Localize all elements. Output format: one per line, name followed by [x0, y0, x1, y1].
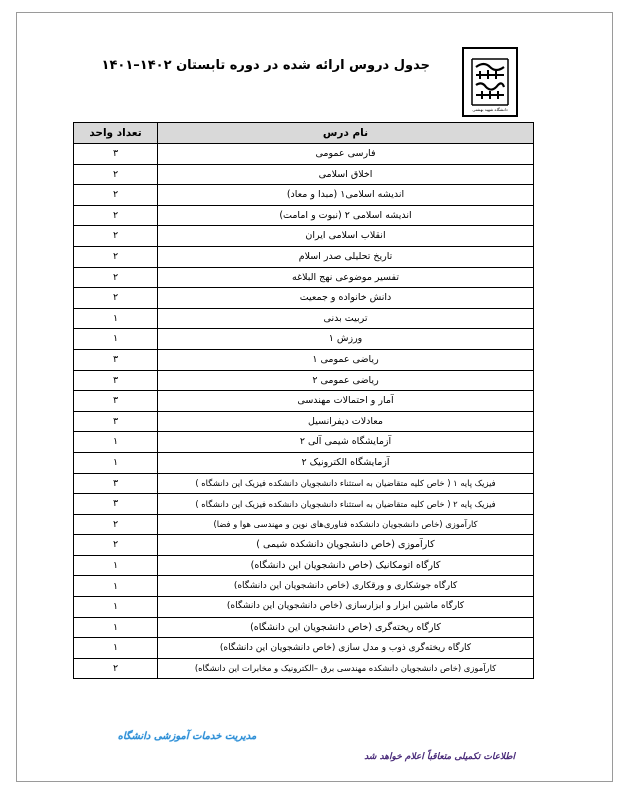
course-name-cell: کارگاه ماشین ابزار و ابزارسازی (خاص دانشجویان این دانشگاه): [158, 597, 534, 618]
table-row: [74, 597, 534, 618]
course-units-cell: ۱: [74, 329, 158, 350]
table-row: [74, 452, 534, 473]
table-row: [74, 226, 534, 247]
course-units-cell: ۳: [74, 411, 158, 432]
course-units-cell: ۲: [74, 164, 158, 185]
course-name-cell: آمار و احتمالات مهندسی: [158, 391, 534, 412]
course-units-cell: ۳: [74, 349, 158, 370]
table-row: [74, 473, 534, 494]
course-units-cell: ۳: [74, 494, 158, 515]
university-logo: [462, 47, 518, 117]
course-units-cell: ۲: [74, 185, 158, 206]
course-name-cell: کارآموزی (خاص دانشجویان دانشکده فناوری‌های نوین و مهندسی هوا و فضا): [158, 514, 534, 535]
course-units-cell: ۲: [74, 205, 158, 226]
course-name-cell: کارآموزی (خاص دانشجویان دانشکده شیمی ): [158, 535, 534, 556]
course-units-cell: ۱: [74, 597, 158, 618]
course-name-cell: تربیت بدنی: [158, 308, 534, 329]
course-name-cell: دانش خانواده و جمعیت: [158, 288, 534, 309]
table-row: [74, 205, 534, 226]
course-units-cell: ۱: [74, 576, 158, 597]
logo-text: دانشگاه شهید بهشتی: [472, 107, 508, 112]
course-units-cell: ۳: [74, 391, 158, 412]
table-row: [74, 185, 534, 206]
course-name-cell: معادلات دیفرانسیل: [158, 411, 534, 432]
table-row: [74, 617, 534, 638]
table-row: [74, 411, 534, 432]
course-name-cell: آزمایشگاه شیمی آلی ۲: [158, 432, 534, 453]
course-units-cell: ۳: [74, 144, 158, 165]
table-row: [74, 555, 534, 576]
course-name-cell: اندیشه اسلامی ۲ (نبوت و امامت): [158, 205, 534, 226]
header-course-name: نام درس: [158, 123, 534, 144]
courses-table: [73, 122, 534, 679]
course-units-cell: ۲: [74, 514, 158, 535]
table-row: [74, 246, 534, 267]
issuing-office: مدیریت خدمات آموزشی دانشگاه: [117, 731, 257, 742]
table-body: [74, 144, 534, 679]
course-units-cell: ۱: [74, 308, 158, 329]
table-row: [74, 370, 534, 391]
course-units-cell: ۳: [74, 473, 158, 494]
page-title: جدول دروس ارائه شده در دوره تابستان ۱۴۰۲–۱۴۰۱: [101, 58, 430, 73]
course-units-cell: ۳: [74, 370, 158, 391]
table-row: [74, 308, 534, 329]
course-units-cell: ۱: [74, 555, 158, 576]
university-logo-icon: [466, 51, 514, 113]
footer-note: اطلاعات تکمیلی متعاقباً اعلام خواهد شد: [364, 752, 515, 762]
course-name-cell: ورزش ۱: [158, 329, 534, 350]
course-units-cell: ۱: [74, 638, 158, 659]
course-name-cell: انقلاب اسلامی ایران: [158, 226, 534, 247]
course-units-cell: ۱: [74, 617, 158, 638]
course-name-cell: کارگاه جوشکاری و ورقکاری (خاص دانشجویان این دانشگاه): [158, 576, 534, 597]
course-name-cell: آزمایشگاه الکترونیک ۲: [158, 452, 534, 473]
course-units-cell: ۱: [74, 432, 158, 453]
table-row: [74, 494, 534, 515]
table-row: [74, 535, 534, 556]
course-name-cell: کارآموزی (خاص دانشجویان دانشکده مهندسی برق –الکترونیک و مخابرات این دانشگاه): [158, 658, 534, 679]
course-units-cell: ۲: [74, 246, 158, 267]
course-name-cell: فیزیک پایه ۲ ( خاص کلیه متقاضیان به استثناء دانشجویان دانشکده فیزیک این دانشگاه ): [158, 494, 534, 515]
course-name-cell: ریاضی عمومی ۲: [158, 370, 534, 391]
course-units-cell: ۱: [74, 452, 158, 473]
table-row: [74, 267, 534, 288]
course-units-cell: ۲: [74, 267, 158, 288]
table-row: [74, 288, 534, 309]
course-name-cell: کارگاه ریخته‌گری (خاص دانشجویان این دانشگاه): [158, 617, 534, 638]
course-name-cell: اخلاق اسلامی: [158, 164, 534, 185]
course-units-cell: ۲: [74, 226, 158, 247]
course-name-cell: کارگاه اتومکانیک (خاص دانشجویان این دانشگاه): [158, 555, 534, 576]
course-name-cell: فارسی عمومی: [158, 144, 534, 165]
course-name-cell: تاریخ تحلیلی صدر اسلام: [158, 246, 534, 267]
table-row: [74, 658, 534, 679]
course-units-cell: ۲: [74, 658, 158, 679]
table-row: [74, 349, 534, 370]
table-row: [74, 432, 534, 453]
table-row: [74, 638, 534, 659]
course-units-cell: ۲: [74, 288, 158, 309]
course-name-cell: ریاضی عمومی ۱: [158, 349, 534, 370]
course-name-cell: فیزیک پایه ۱ ( خاص کلیه متقاضیان به استثناء دانشجویان دانشکده فیزیک این دانشگاه ): [158, 473, 534, 494]
table-header-row: [74, 123, 534, 144]
table-row: [74, 391, 534, 412]
table-row: [74, 164, 534, 185]
table-row: [74, 144, 534, 165]
course-name-cell: کارگاه ریخته‌گری ذوب و مدل سازی (خاص دانشجویان این دانشگاه): [158, 638, 534, 659]
course-name-cell: تفسیر موضوعی نهج البلاغه: [158, 267, 534, 288]
course-name-cell: اندیشه اسلامی۱ (مبدا و معاد): [158, 185, 534, 206]
table-row: [74, 576, 534, 597]
header-units: تعداد واحد: [74, 123, 158, 144]
table-row: [74, 329, 534, 350]
table-row: [74, 514, 534, 535]
course-units-cell: ۲: [74, 535, 158, 556]
